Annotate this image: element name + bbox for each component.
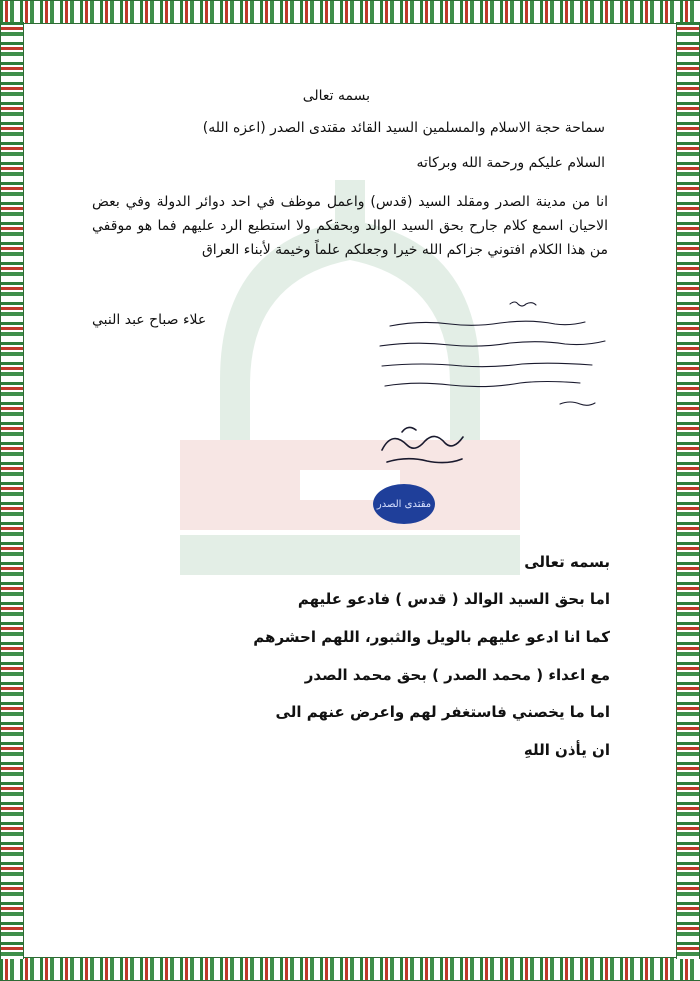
- reply-line: ان يأذن اللهِ: [523, 741, 610, 759]
- letter-greeting: السلام عليكم ورحمة الله وبركاته: [416, 155, 605, 171]
- seal-text: مقتدى الصدر: [376, 498, 432, 510]
- reply-line: بسمه تعالى: [524, 553, 610, 571]
- official-seal: [373, 484, 435, 524]
- letter-addressee: سماحة حجة الاسلام والمسلمين السيد القائد مقتدى الصدر (اعزه الله): [202, 120, 605, 136]
- letter-body: انا من مدينة الصدر ومقلد السيد (قدس) واعمل موظف في احد دوائر الدولة وفي بعض الاحيان اسمع كلام جارح بحق السيد الوالد وبحقكم ولا استطيع الرد عليهم فما هو موقفي من هذا الكلام افتوني جزاكم الله خيرا وجعلكم علماً وخيمة لأبناء العراق: [92, 194, 608, 258]
- reply-line: اما بحق السيد الوالد ( قدس ) فادعو عليهم: [297, 590, 610, 608]
- decorative-border-left: [0, 22, 24, 959]
- reply-line: اما ما يخصني فاستغفر لهم واعرض عنهم الى: [275, 703, 610, 721]
- reply-line: مع اعداء ( محمد الصدر ) بحق محمد الصدر: [304, 666, 610, 684]
- decorative-border-right: [676, 22, 700, 959]
- sender-name: علاء صباح عبد النبي: [92, 312, 207, 328]
- reply-line: كما انا ادعو عليهم بالويل والثبور، اللهم احشرهم: [253, 628, 610, 646]
- signature: [372, 420, 472, 470]
- decorative-border-top: [0, 0, 700, 24]
- decorative-border-bottom: [0, 957, 700, 981]
- handwritten-reply: [370, 296, 610, 416]
- letter-bismillah: بسمه تعالى: [302, 88, 370, 104]
